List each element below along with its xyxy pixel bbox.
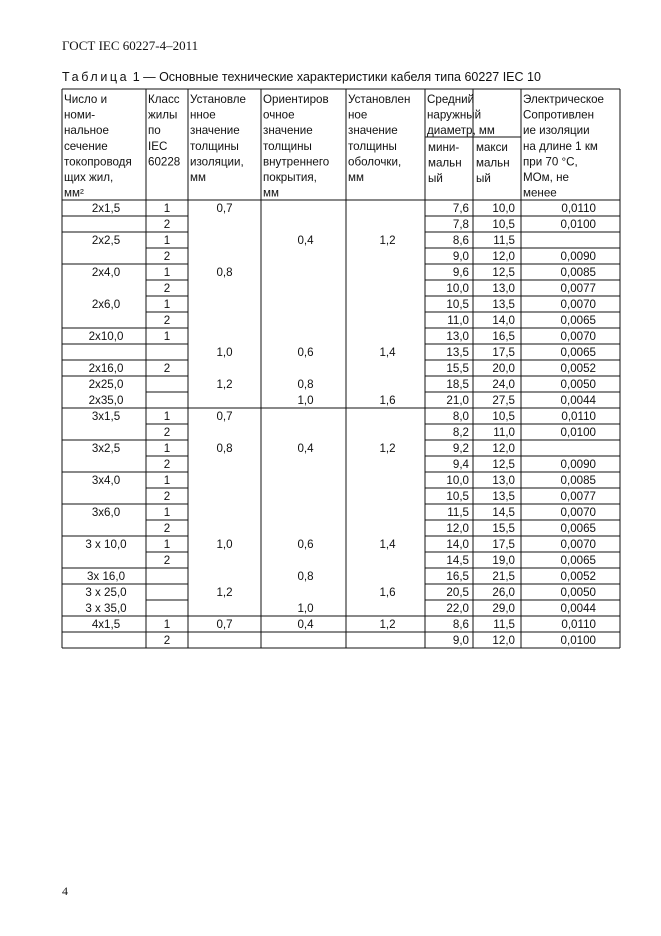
header-class-text: по xyxy=(148,124,161,138)
cell-diameter-min: 11,0 xyxy=(447,314,469,327)
cell-section: 2x6,0 xyxy=(91,298,121,311)
cell-class: 1 xyxy=(163,474,171,487)
cell-class: 1 xyxy=(163,234,171,247)
cell-resistance: 0,0077 xyxy=(560,282,596,295)
cell-resistance: 0,0100 xyxy=(560,634,596,647)
cell-diameter-min: 9,0 xyxy=(452,634,469,647)
cell-section: 3 x 10,0 xyxy=(85,538,127,551)
cell-diameter-min: 8,6 xyxy=(452,618,469,631)
cell-sheath: 1,2 xyxy=(379,618,396,631)
cell-diameter-min: 10,0 xyxy=(446,474,469,487)
cell-section: 2x16,0 xyxy=(88,362,124,375)
cell-inner-coating: 1,0 xyxy=(297,602,314,615)
header-section-text: Число и xyxy=(64,93,108,106)
cell-diameter-max: 12,5 xyxy=(492,458,515,471)
header-insulation-text: нное xyxy=(190,108,216,122)
cell-resistance: 0,0050 xyxy=(560,586,596,599)
header-resistance-text: Электрическое xyxy=(523,93,604,106)
header-diameter-min-text: ый xyxy=(428,172,443,186)
cell-diameter-min: 22,0 xyxy=(446,602,469,615)
cell-diameter-max: 26,0 xyxy=(492,586,515,599)
header-resistance-text: на длине 1 км xyxy=(523,139,598,153)
header-section-text: щих жил, xyxy=(64,171,114,184)
cell-inner-coating: 0,4 xyxy=(297,234,314,247)
cell-class: 1 xyxy=(163,266,171,279)
cell-resistance: 0,0052 xyxy=(560,362,596,375)
cell-diameter-max: 16,5 xyxy=(492,330,515,343)
cell-resistance: 0,0052 xyxy=(560,570,596,583)
header-sheath-text: Установлен xyxy=(348,93,411,106)
cell-diameter-min: 15,5 xyxy=(446,362,469,375)
header-class-text: жилы xyxy=(148,108,178,122)
cell-insulation: 0,7 xyxy=(216,202,233,215)
cell-sheath: 1,6 xyxy=(379,586,396,599)
cell-section: 3x1,5 xyxy=(91,410,121,423)
header-diameter-min-text: мальн xyxy=(428,156,462,170)
cell-insulation: 0,7 xyxy=(216,618,233,631)
cell-class: 2 xyxy=(163,522,171,535)
table-caption-text: 1 — Основные технические характеристики кабеля типа 60227 IEC 10 xyxy=(129,70,541,84)
cell-resistance: 0,0044 xyxy=(560,602,596,615)
cell-class: 2 xyxy=(163,426,171,439)
cell-resistance: 0,0077 xyxy=(560,490,596,503)
cell-diameter-max: 11,0 xyxy=(493,426,515,439)
cell-diameter-max: 13,5 xyxy=(492,298,515,311)
cell-resistance: 0,0065 xyxy=(560,314,596,327)
cell-diameter-max: 12,5 xyxy=(492,266,515,279)
cell-diameter-max: 10,5 xyxy=(492,218,515,231)
cell-resistance: 0,0085 xyxy=(560,266,596,279)
cell-diameter-min: 11,5 xyxy=(447,506,469,519)
cell-sheath: 1,2 xyxy=(379,442,396,455)
header-inner-coating-text: Ориентиров xyxy=(263,93,329,106)
cell-class: 1 xyxy=(163,298,171,311)
cell-class: 2 xyxy=(163,554,171,567)
cell-diameter-max: 12,0 xyxy=(492,634,515,647)
header-class-text: IEC xyxy=(148,139,168,153)
cell-insulation: 1,0 xyxy=(216,538,233,551)
header-resistance-text: при 70 °С, xyxy=(523,155,578,169)
cell-section: 3x6,0 xyxy=(91,506,121,519)
cell-resistance: 0,0070 xyxy=(560,330,596,343)
cell-diameter-max: 19,0 xyxy=(492,554,515,567)
cell-insulation: 0,7 xyxy=(216,410,233,423)
cell-insulation: 1,2 xyxy=(216,586,233,599)
cell-insulation: 0,8 xyxy=(216,266,233,279)
cell-section: 2x2,5 xyxy=(91,234,121,247)
table-caption-lead: Таблица xyxy=(62,70,130,84)
cell-inner-coating: 0,8 xyxy=(297,378,314,391)
cell-diameter-min: 10,5 xyxy=(446,490,469,503)
cell-diameter-min: 14,5 xyxy=(446,554,469,567)
cell-diameter-max: 12,0 xyxy=(492,250,515,263)
cell-diameter-min: 10,5 xyxy=(446,298,469,311)
cell-diameter-max: 17,5 xyxy=(492,538,515,551)
cell-diameter-max: 20,0 xyxy=(492,362,515,375)
header-insulation-text: мм xyxy=(190,171,206,184)
cell-resistance: 0,0065 xyxy=(560,554,596,567)
header-section-text: сечение xyxy=(64,139,108,153)
cell-resistance: 0,0050 xyxy=(560,378,596,391)
cell-diameter-max: 11,5 xyxy=(493,618,515,631)
cell-insulation: 1,2 xyxy=(216,378,233,391)
header-resistance-text: ие изоляции xyxy=(523,124,590,138)
cell-sheath: 1,4 xyxy=(379,538,396,551)
header-diameter-min-text: мини- xyxy=(428,141,460,154)
cell-insulation: 0,8 xyxy=(216,442,233,455)
header-sheath-text: значение xyxy=(348,124,398,138)
header-insulation-text: значение xyxy=(190,124,240,138)
cell-class: 1 xyxy=(163,202,171,215)
cell-class: 1 xyxy=(163,538,171,551)
header-resistance-text: менее xyxy=(523,186,557,200)
cell-resistance: 0,0090 xyxy=(560,250,596,263)
cell-resistance: 0,0100 xyxy=(560,426,596,439)
cell-class: 2 xyxy=(163,634,171,647)
header-insulation-text: Установле xyxy=(190,93,246,106)
cell-diameter-min: 16,5 xyxy=(446,570,469,583)
header-sheath-text: толщины xyxy=(348,139,397,153)
header-section-text: номи- xyxy=(64,108,96,122)
cell-diameter-min: 7,6 xyxy=(452,202,469,215)
cell-diameter-min: 20,5 xyxy=(446,586,469,599)
header-sheath-text: оболочки, xyxy=(348,155,402,169)
cell-diameter-max: 27,5 xyxy=(492,394,515,407)
cell-resistance: 0,0110 xyxy=(561,202,596,215)
cell-class: 1 xyxy=(163,410,171,423)
cell-section: 3x 16,0 xyxy=(86,570,126,583)
cell-diameter-max: 12,0 xyxy=(492,442,515,455)
header-class-text: Класс xyxy=(148,93,180,106)
cell-diameter-min: 9,2 xyxy=(452,442,469,455)
header-sheath-text: ное xyxy=(348,108,368,122)
header-inner-coating-text: покрытия, xyxy=(263,171,317,184)
cell-class: 1 xyxy=(163,618,171,631)
cell-diameter-max: 10,5 xyxy=(492,410,515,423)
cell-diameter-max: 14,0 xyxy=(492,314,515,327)
header-diameter-max-text: ый xyxy=(476,172,491,186)
cell-inner-coating: 0,6 xyxy=(297,346,314,359)
header-class-text: 60228 xyxy=(148,155,181,169)
cell-class: 2 xyxy=(163,282,171,295)
header-diameter-text: Средний xyxy=(427,93,475,106)
cell-resistance: 0,0070 xyxy=(560,506,596,519)
cell-section: 2x1,5 xyxy=(91,202,121,215)
cell-class: 2 xyxy=(163,218,171,231)
cell-resistance: 0,0070 xyxy=(560,298,596,311)
header-diameter-max-text: мальн xyxy=(476,156,510,170)
cell-section: 3 x 25,0 xyxy=(85,586,127,599)
cell-section: 2x10,0 xyxy=(88,330,124,343)
cell-diameter-min: 8,2 xyxy=(452,426,469,439)
cell-diameter-min: 13,0 xyxy=(446,330,469,343)
cell-diameter-max: 13,5 xyxy=(492,490,515,503)
cell-diameter-min: 13,5 xyxy=(446,346,469,359)
document-header: ГОСТ IEC 60227-4–2011 xyxy=(62,38,199,53)
cell-diameter-max: 14,5 xyxy=(492,506,515,519)
cell-resistance: 0,0065 xyxy=(560,346,596,359)
cell-diameter-min: 9,4 xyxy=(452,458,469,471)
cell-class: 2 xyxy=(163,458,171,471)
cell-diameter-max: 29,0 xyxy=(492,602,515,615)
cell-resistance: 0,0085 xyxy=(560,474,596,487)
cell-resistance: 0,0044 xyxy=(560,394,596,407)
cell-class: 2 xyxy=(163,362,171,375)
cell-diameter-min: 9,0 xyxy=(452,250,469,263)
cell-diameter-max: 11,5 xyxy=(493,234,515,247)
cell-diameter-min: 9,6 xyxy=(452,266,469,279)
header-inner-coating-text: внутреннего xyxy=(263,155,330,169)
cell-section: 3 x 35,0 xyxy=(85,602,127,615)
header-resistance-text: МОм, не xyxy=(523,171,569,184)
cell-class: 2 xyxy=(163,250,171,263)
header-insulation-text: изоляции, xyxy=(190,155,244,169)
cell-diameter-max: 13,0 xyxy=(492,474,515,487)
header-section-text: мм² xyxy=(64,186,84,200)
header-inner-coating-text: толщины xyxy=(263,139,312,153)
cell-class: 1 xyxy=(163,330,171,343)
cell-inner-coating: 0,8 xyxy=(297,570,314,583)
cell-diameter-max: 15,5 xyxy=(492,522,515,535)
header-section-text: нальное xyxy=(64,124,109,138)
cell-diameter-min: 18,5 xyxy=(446,378,469,391)
cell-class: 2 xyxy=(163,490,171,503)
cell-sheath: 1,6 xyxy=(379,394,396,407)
header-sheath-text: мм xyxy=(348,171,364,184)
cell-class: 1 xyxy=(163,506,171,519)
cell-diameter-max: 10,0 xyxy=(492,202,515,215)
cell-class: 1 xyxy=(163,442,171,455)
cell-diameter-min: 10,0 xyxy=(446,282,469,295)
header-insulation-text: толщины xyxy=(190,139,239,153)
cell-class: 2 xyxy=(163,314,171,327)
cell-diameter-max: 21,5 xyxy=(492,570,515,583)
cell-inner-coating: 1,0 xyxy=(297,394,314,407)
cell-resistance: 0,0100 xyxy=(560,218,596,231)
cell-resistance: 0,0090 xyxy=(560,458,596,471)
cell-diameter-min: 8,6 xyxy=(452,234,469,247)
header-diameter-text: диаметр, мм xyxy=(427,124,495,138)
cell-inner-coating: 0,6 xyxy=(297,538,314,551)
cell-diameter-max: 13,0 xyxy=(492,282,515,295)
cell-diameter-min: 21,0 xyxy=(446,394,469,407)
header-diameter-text: наружный xyxy=(427,108,482,122)
cell-section: 3x4,0 xyxy=(91,474,121,487)
cell-resistance: 0,0110 xyxy=(561,410,596,423)
cell-inner-coating: 0,4 xyxy=(297,442,314,455)
header-inner-coating-text: значение xyxy=(263,124,313,138)
cell-resistance: 0,0065 xyxy=(560,522,596,535)
header-section-text: токопроводя xyxy=(64,155,132,169)
cell-diameter-min: 8,0 xyxy=(452,410,469,423)
header-resistance-text: Сопротивлен xyxy=(523,108,595,122)
cell-diameter-min: 14,0 xyxy=(446,538,469,551)
cell-insulation: 1,0 xyxy=(216,346,233,359)
cell-section: 3x2,5 xyxy=(91,442,121,455)
header-inner-coating-text: очное xyxy=(263,108,295,122)
page-number: 4 xyxy=(62,884,68,898)
cell-resistance: 0,0110 xyxy=(561,618,596,631)
cell-diameter-min: 12,0 xyxy=(446,522,469,535)
cell-inner-coating: 0,4 xyxy=(297,618,314,631)
cell-diameter-max: 24,0 xyxy=(492,378,515,391)
header-diameter-max-text: макси xyxy=(476,141,508,154)
cell-section: 2x25,0 xyxy=(88,378,124,391)
cell-diameter-max: 17,5 xyxy=(492,346,515,359)
cell-sheath: 1,2 xyxy=(379,234,396,247)
cell-resistance: 0,0070 xyxy=(560,538,596,551)
cell-section: 2x4,0 xyxy=(91,266,121,279)
cell-section: 4x1,5 xyxy=(91,618,121,631)
cell-diameter-min: 7,8 xyxy=(452,218,469,231)
cell-section: 2x35,0 xyxy=(88,394,124,407)
cell-sheath: 1,4 xyxy=(379,346,396,359)
header-inner-coating-text: мм xyxy=(263,186,279,200)
